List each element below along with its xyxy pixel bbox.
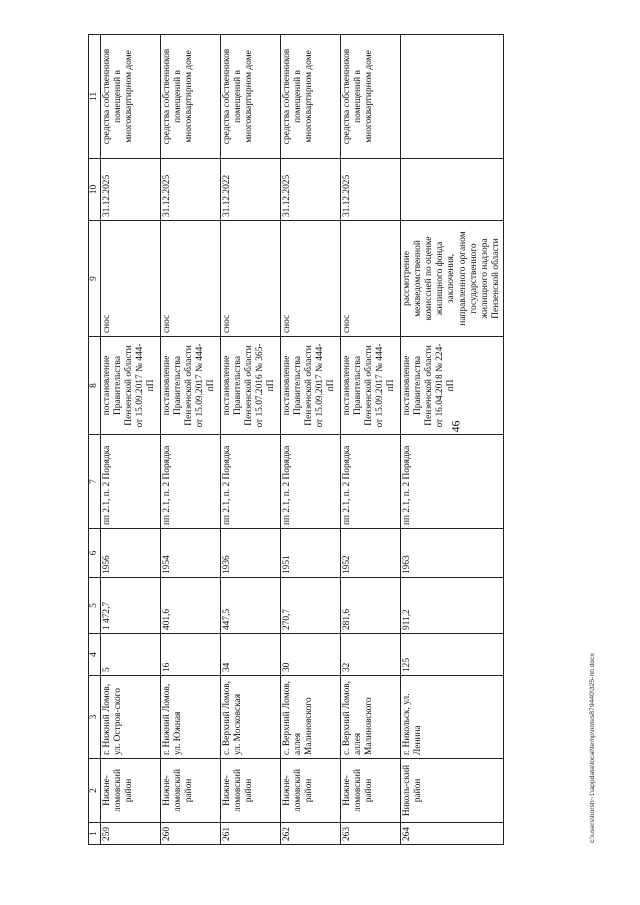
district-cell: Нижне-ломовский район [281,759,341,823]
district-cell: Николь-ский район [401,759,504,823]
decision-cell: постановление Правительства Пензенской области от 15.09.2017 № 444-пП [161,337,221,435]
address-cell: г. Нижний Ломов, ул. Южная [161,676,221,759]
area-cell: 270,7 [281,578,341,634]
basis-cell: пп 2.1, п. 2 Порядка [341,435,401,529]
row-number: 262 [281,823,341,845]
funding-cell: средства собственников помещений в многоквартирном доме [221,35,281,159]
basis-cell: пп 2.1, п. 2 Порядка [281,435,341,529]
measure-cell: снос [281,221,341,337]
year-cell: 1936 [221,529,281,578]
measure-cell: снос [221,221,281,337]
funding-cell: средства собственников помещений в многоквартирном доме [101,35,161,159]
area-cell: 281,6 [341,578,401,634]
decision-cell: постановление Правительства Пензенской области от 15.09.2017 № 444-пП [101,337,161,435]
address-cell: с. Верхний Ломов, ул. Московская [221,676,281,759]
row-number: 264 [401,823,504,845]
table-row [101,35,161,845]
col-num-3: 3 [89,676,101,759]
basis-cell: пп 2.1, п. 2 Порядка [401,435,504,529]
house-number-cell: 125 [401,634,504,676]
district-cell: Нижне-ломовский район [101,759,161,823]
table-row [281,35,341,845]
row-number: 259 [101,823,161,845]
table-row [341,35,401,845]
year-cell: 1952 [341,529,401,578]
footer-file-path [589,652,601,855]
measure-cell: рассмотрение межведомственной комиссией по оценке жилищного фонда заключения, направленного органом государственного жилищного надзора Пензенской области [401,221,504,337]
area-cell: 401,6 [161,578,221,634]
district-cell: Нижне-ломовский район [221,759,281,823]
decision-cell: постановление Правительства Пензенской области от 15.09.2017 № 444-пП [341,337,401,435]
house-number-cell: 32 [341,634,401,676]
year-cell: 1956 [101,529,161,578]
funding-cell: средства собственников помещений в многоквартирном доме [341,35,401,159]
column-number-row [89,35,101,845]
deadline-cell [401,159,504,221]
col-num-8: 8 [89,337,101,435]
decision-cell: постановление Правительства Пензенской области от 16.04.2018 № 224-пП [401,337,504,435]
row-number: 260 [161,823,221,845]
page-number-text: 46 [448,420,463,433]
footer-file-path-text: c:\users\borsh~1\appdata\local\temp\notes879440\325-пп.docx [589,652,596,843]
funding-cell [401,35,504,159]
deadline-cell: 31.12.2025 [281,159,341,221]
col-num-7: 7 [89,435,101,529]
measure-cell: снос [341,221,401,337]
col-num-5: 5 [89,578,101,634]
district-cell: Нижне-ломовский район [161,759,221,823]
address-cell: с. Верхний Ломов, аллея Малиновского [281,676,341,759]
row-number: 263 [341,823,401,845]
col-num-4: 4 [89,634,101,676]
house-number-cell: 16 [161,634,221,676]
decision-cell: постановление Правительства Пензенской области от 15.09.2017 № 444-пП [281,337,341,435]
year-cell: 1951 [281,529,341,578]
house-number-cell: 34 [221,634,281,676]
table-row [401,35,504,845]
col-num-10: 10 [89,159,101,221]
col-num-2: 2 [89,759,101,823]
funding-cell: средства собственников помещений в многоквартирном доме [161,35,221,159]
measure-cell: снос [101,221,161,337]
year-cell: 1954 [161,529,221,578]
table-row [221,35,281,845]
basis-cell: пп 2.1, п. 2 Порядка [161,435,221,529]
area-cell: 1 472,7 [101,578,161,634]
address-cell: г. Нижний Ломов, ул. Остров-ского [101,676,161,759]
col-num-11: 11 [89,35,101,159]
deadline-cell: 31.12.2022 [221,159,281,221]
funding-cell: средства собственников помещений в многоквартирном доме [281,35,341,159]
measure-cell: снос [161,221,221,337]
rotated-table-container [88,35,588,845]
house-number-cell: 30 [281,634,341,676]
basis-cell: пп 2.1, п. 2 Порядка [221,435,281,529]
row-number: 261 [221,823,281,845]
col-num-1: 1 [89,823,101,845]
address-cell: г. Никольск, ул. Ленина [401,676,504,759]
decision-cell: постановление Правительства Пензенской области от 15.07.2016 № 365-пП [221,337,281,435]
table-row [161,35,221,845]
area-cell: 447,5 [221,578,281,634]
deadline-cell: 31.12.2025 [101,159,161,221]
district-cell: Нижне-ломовский район [341,759,401,823]
col-num-9: 9 [89,221,101,337]
col-num-6: 6 [89,529,101,578]
area-cell: 911,2 [401,578,504,634]
year-cell: 1963 [401,529,504,578]
basis-cell: пп 2.1, п. 2 Порядка [101,435,161,529]
deadline-cell: 31.12.2025 [341,159,401,221]
housing-table [88,34,504,845]
address-cell: с. Верхний Ломов, аллея Малиновского [341,676,401,759]
deadline-cell: 31.12.2025 [161,159,221,221]
house-number-cell: 5 [101,634,161,676]
